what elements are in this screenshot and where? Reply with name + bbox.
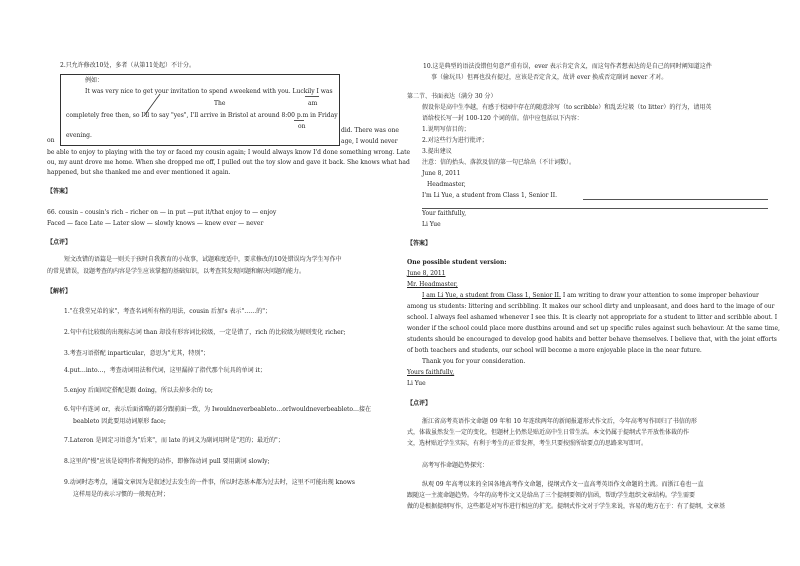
- analysis-heading: 【解析】: [47, 288, 72, 295]
- version-name: Li Yue: [407, 380, 426, 387]
- version-text: I am writing to draw your attention to some improper behaviour: [560, 292, 759, 299]
- letter-first-line: I'm Li Yue, a student from Class 1, Senior II.: [422, 192, 558, 199]
- analysis-item: 9.动词时态考点，通篇文章因为是叙述过去发生的一件事，所以时态基本都为过去时，这里不可能出现 knows: [64, 479, 355, 486]
- example-correction: The: [214, 100, 226, 107]
- example-correction: on: [298, 123, 306, 130]
- analysis-item: 7.Lateron 是固定习语意为"后来"，而 late 的词义为副词用时是"迟的；最近的"；: [64, 437, 284, 444]
- answer-text: 66. cousin – cousin's rich – richer on — in put —put it/that enjoy to — enjoy: [47, 209, 277, 216]
- comment-text: 的常见错误，设题考查的内容是学生应该掌握的基础知识，以考查其发现问题和解决问题的能力。: [47, 268, 306, 275]
- analysis-item: 1."在我堂兄弟的家"，考查名词所有格的用法，cousin 后加's 表示"……的"；: [64, 308, 272, 315]
- right-column: [400, 0, 800, 566]
- version-line: students should be encouraged to develop good habits and better behave themselves. I believe that, with the joint efforts: [407, 336, 777, 343]
- comment-heading: 【点评】: [47, 239, 72, 246]
- task-point: 1.说明写信目的；: [422, 126, 470, 133]
- task-point: 3.提出建议: [422, 148, 452, 155]
- answer-text: Faced — face Late — Later slow — slowly knows — knew ever — never: [47, 220, 264, 227]
- example-underline: [294, 120, 304, 121]
- essay-text: age, I would never: [341, 138, 398, 145]
- essay-text: ou, my aunt drove me home. When she dropped me off, I pulled out the toy slow and gave it back. She knows what had: [47, 159, 410, 166]
- comment-text: 短文改错的语篇是一则关于孩时自我教育的小故事，试题难度适中，要求修改的10处错误均为学生写作中: [64, 256, 342, 263]
- version-salutation: Mr. Headmaster,: [407, 281, 458, 288]
- trend-text: 纵观 09 年高考以来的全国各地高考作文命题，提纲式作文一直高考英语作文命题的主流。而浙江卷也一直: [422, 481, 704, 488]
- analysis-item: 4.put…into…，考查动词用法和代词，这里漏掉了指代那个玩具的单词 it；: [64, 367, 266, 374]
- version-date: June 8, 2011: [407, 270, 446, 277]
- essay-text: be able to enjoy to playing with the toy or faced my cousin again; I would always know I'd done something wrong. Late: [47, 149, 411, 156]
- version-line: among us students: littering and scribbling. It makes our school dirty and unpleasant, and does hard to the image of our: [407, 303, 775, 310]
- example-line: evening.: [66, 132, 92, 139]
- example-title: 例如：: [85, 77, 104, 84]
- analysis-item: 3.考查习语搭配 inparticular，意思为"尤其，特别"；: [64, 350, 210, 357]
- letter-salutation: Headmaster,: [427, 181, 466, 188]
- comment-text: 式，体裁虽然发生一定的变化，但题材上仍然是贴近高中生日常生活。本文仍属于提纲式半开放性体裁的作: [407, 429, 690, 436]
- analysis-item: 6.句中有连词 or，表示后面省略的部分跟前面一致，为 Iwouldneverbeableto…orIwouldneverbeableto…接在: [64, 406, 372, 413]
- version-title: One possible student version:: [407, 259, 507, 266]
- comment-heading: 【点评】: [407, 400, 432, 407]
- answer-heading: 【答案】: [407, 240, 432, 247]
- example-underline: [305, 96, 319, 97]
- analysis-item: 2.句中有比较级的出现标志词 than 却没有形容词比较级，一定是错了，rich 的比较级为规则变化 richer;: [64, 329, 346, 336]
- comment-text: 浙江省高考英语作文命题 09 年和 10 年连续两年的新闻报道形式作文后，今年高考写作回归了书信的形: [422, 418, 697, 425]
- example-line: completely free then, so I'll to say "yes", I'll arrive in Bristol at around 8:00 p.m in Friday: [66, 112, 338, 119]
- analysis-item: 这样用是的表示习惯的一般现在时；: [73, 491, 170, 498]
- version-line: of both teachers and students, our school will become a more enjoyable place in the near future.: [407, 347, 702, 354]
- version-line: [422, 292, 759, 300]
- rule-text: 2.只允许修改10处，多者（从第11处起）不计分。: [60, 62, 195, 69]
- trend-title: 高考写作命题趋势探究：: [422, 462, 489, 469]
- writing-line: [422, 208, 768, 209]
- trend-text: 跟随这一主流命题趋势。今年的高考作文又是给出了三个提纲要领的信函，帮助学生组织文章结构。学生需要: [407, 492, 696, 499]
- essay-text: on: [47, 137, 55, 144]
- task-point: 2.对这些行为进行批评；: [422, 137, 488, 144]
- example-line: It was very nice to get your invitation to spend ∧weekend with you. Luckily I was: [85, 88, 333, 95]
- section-title: 第二节、书面表达（满分 30 分）: [407, 93, 497, 100]
- letter-closing: Your faithfully,: [422, 210, 467, 217]
- analysis-item: beableto 因此要用动词原形 face;: [73, 418, 166, 425]
- analysis-item: 事（偷玩具）但再也没有提过，应该是否定含义，故讲 ever 换成否定副词 never 才对。: [431, 74, 668, 81]
- analysis-item: 8.这里的"慢"应该是说明作者掏兜的动作，即修饰动词 pull 要用副词 slowly;: [64, 458, 270, 465]
- version-closing: Yours faithfully,: [407, 369, 455, 376]
- version-line: wonder if the school could place more dustbins around and set up specific rules against such behaviour. At the same time,: [407, 325, 780, 332]
- essay-text: did. There was one: [341, 127, 399, 134]
- task-note: 注意：信的抬头、落款及信的第一句已给出（不计词数）。: [422, 159, 576, 166]
- writing-line: [583, 199, 768, 200]
- answer-heading: 【答案】: [47, 188, 72, 195]
- analysis-item: 10.这是典型的语法没错但句意严重有误，ever 表示肯定含义，而这句作者想表达的是自己的同时阐知道这件: [423, 63, 712, 70]
- version-line: school. I always feel ashamed whenever I see this. It is clearly not appropriate for a student to litter and scribble about. I: [407, 314, 778, 321]
- version-first-sentence: I am Li Yue, a student from Class 1, Senior II.: [422, 292, 561, 299]
- analysis-item: 5.enjoy 后面固定搭配是跟 doing，所以去掉多余的 to;: [64, 387, 213, 394]
- task-text: 假设你是高中生李越，有感于校园中存在的随意涂写（to scribble）和乱丢垃圾（to litter）的行为，请用英: [422, 104, 712, 111]
- trend-text: 做的是根据提纲写作，这些都是对写作进行相应的扩充。提纲式作文对于学生来说，容易的地方在于：有了提纲，文章基: [407, 503, 726, 510]
- letter-name: Li Yue: [422, 221, 441, 228]
- letter-date: June 8, 2011: [422, 170, 461, 177]
- essay-text: happened, but she thanked me and ever mentioned it again.: [47, 169, 231, 176]
- comment-text: 文，选材贴近学生实际，有利于考生的正常发挥，考生只要按照所给要点的思路来写即可。: [407, 440, 648, 447]
- example-correction: am: [308, 100, 318, 107]
- version-thanks: Thank you for your consideration.: [422, 358, 526, 365]
- task-text: 语给校长写一封 100-120 个词的信。信中应包括以下内容：: [422, 115, 583, 122]
